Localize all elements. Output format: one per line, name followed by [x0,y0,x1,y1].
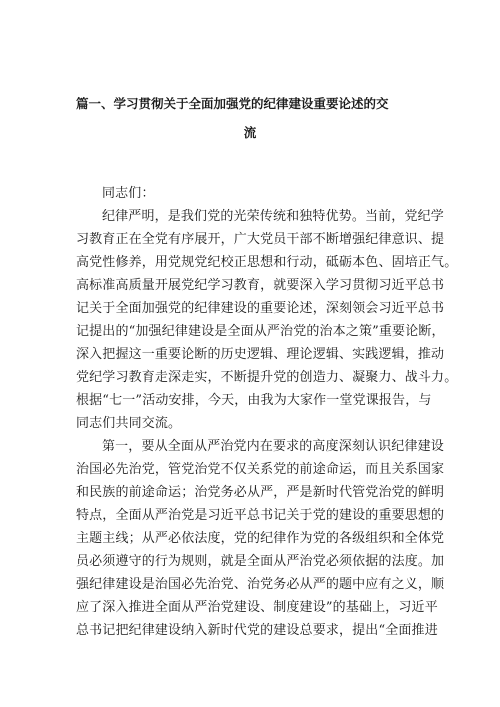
paragraph-line: 习教育正在全党有序展开，广大党员干部不断增强纪律意识、提 [76,232,445,247]
paragraph-line: 党纪学习教育走深走实，不断提升党的创造力、凝聚力、战斗力。 [76,370,458,385]
paragraph-line: 根据“七一”活动安排，今天，由我为大家作一堂党课报告，与 [76,393,432,408]
paragraph-line: 员必须遵守的行为规则，就是全面从严治党必须依据的法度。加 [76,554,445,569]
paragraph-line: 和民族的前途命运；治党务必从严，严是新时代管党治党的鲜明 [76,485,445,500]
paragraph-line: 深入把握这一重要论断的历史逻辑、理论逻辑、实践逻辑，推动 [76,347,445,362]
paragraph-line: 特点，全面从严治党是习近平总书记关于党的建设的重要思想的 [76,508,445,523]
paragraph-line: 强纪律建设是治国必先治党、治党务必从严的题中应有之义，顺 [76,577,445,592]
paragraph-line: 纪律严明，是我们党的光荣传统和独特优势。当前，党纪学 [102,209,444,224]
paragraph-line: 第一，要从全面从严治党内在要求的高度深刻认识纪律建设 [102,439,444,454]
paragraph-line: 主题主线；从严必依法度，党的纪律作为党的各级组织和全体党 [76,531,445,546]
paragraph-line: 记关于全面加强党的纪律建设的重要论述，深刻领会习近平总书 [76,301,445,316]
paragraph-line: 高标准高质量开展党纪学习教育，就要深入学习贯彻习近平总书 [76,278,445,293]
document-title-line-2: 流 [243,125,257,140]
document-title-line-1: 篇一、学习贯彻关于全面加强党的纪律建设重要论述的交 [76,96,389,111]
paragraph-line: 治国必先治党，管党治党不仅关系党的前途命运，而且关系国家 [76,462,445,477]
paragraph-line: 高党性修养，用党规党纪校正思想和行动，砥砺本色、固培正气。 [76,255,458,270]
paragraph-line: 记提出的“加强纪律建设是全面从严治党的治本之策”重要论断， [76,324,445,339]
salutation: 同志们： [102,186,155,201]
paragraph-line: 同志们共同交流。 [76,416,182,431]
paragraph-line: 应了深入推进全面从严治党建设、制度建设”的基础上，习近平 [76,600,438,615]
paragraph-line: 总书记把纪律建设纳入新时代党的建设总要求，提出“全面推进 [76,623,438,638]
